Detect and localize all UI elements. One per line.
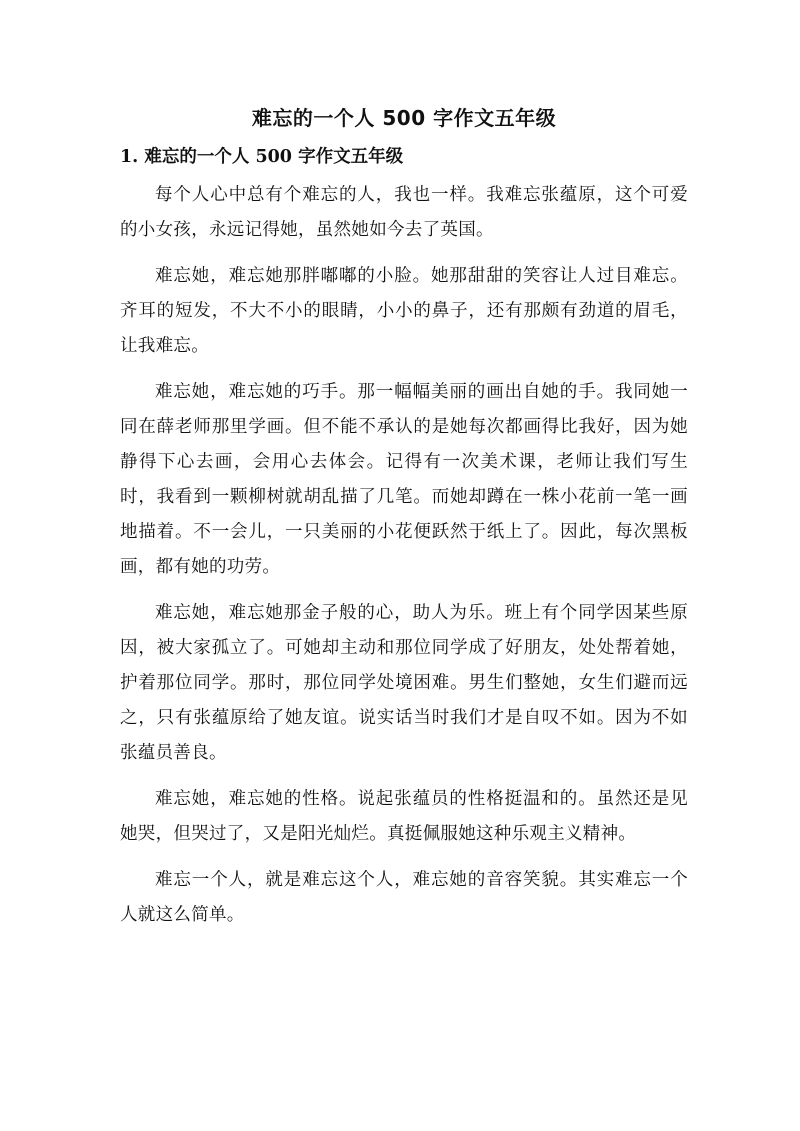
paragraph-1: 每个人心中总有个难忘的人，我也一样。我难忘张蕴原，这个可爱的小女孩，永远记得她，虽然她如今去了英国。 (120, 185, 688, 240)
paragraph-5: 难忘她，难忘她的性格。说起张蕴员的性格挺温和的。虽然还是见她哭，但哭过了，又是阳光灿烂。真挺佩服她这种乐观主义精神。 (120, 789, 688, 844)
document-page (120, 96, 688, 944)
section-heading: 1. 难忘的一个人 500 字作文五年级 (120, 147, 404, 167)
document-title: 难忘的一个人 500 字作文五年级 (251, 106, 557, 130)
paragraph-6: 难忘一个人，就是难忘这个人，难忘她的音容笑貌。其实难忘一个人就这么简单。 (120, 870, 688, 925)
paragraph-4: 难忘她，难忘她那金子般的心，助人为乐。班上有个同学因某些原因，被大家孤立了。可她却主动和那位同学成了好朋友，处处帮着她，护着那位同学。那时，那位同学处境困难。男生们整她，女生们避而远之，只有张蕴原给了她友谊。说实话当时我们才是自叹不如。因为不如张蕴员善良。 (120, 603, 688, 763)
paragraph-3: 难忘她，难忘她的巧手。那一幅幅美丽的画出自她的手。我同她一同在薛老师那里学画。但不能不承认的是她每次都画得比我好，因为她静得下心去画，会用心去体会。记得有一次美术课，老师让我们写生时，我看到一颗柳树就胡乱描了几笔。而她却蹲在一株小花前一笔一画地描着。不一会儿，一只美丽的小花便跃然于纸上了。因此，每次黑板画，都有她的功劳。 (120, 382, 688, 577)
paragraph-2: 难忘她，难忘她那胖嘟嘟的小脸。她那甜甜的笑容让人过目难忘。齐耳的短发，不大不小的眼睛，小小的鼻子，还有那颇有劲道的眉毛，让我难忘。 (120, 266, 688, 356)
